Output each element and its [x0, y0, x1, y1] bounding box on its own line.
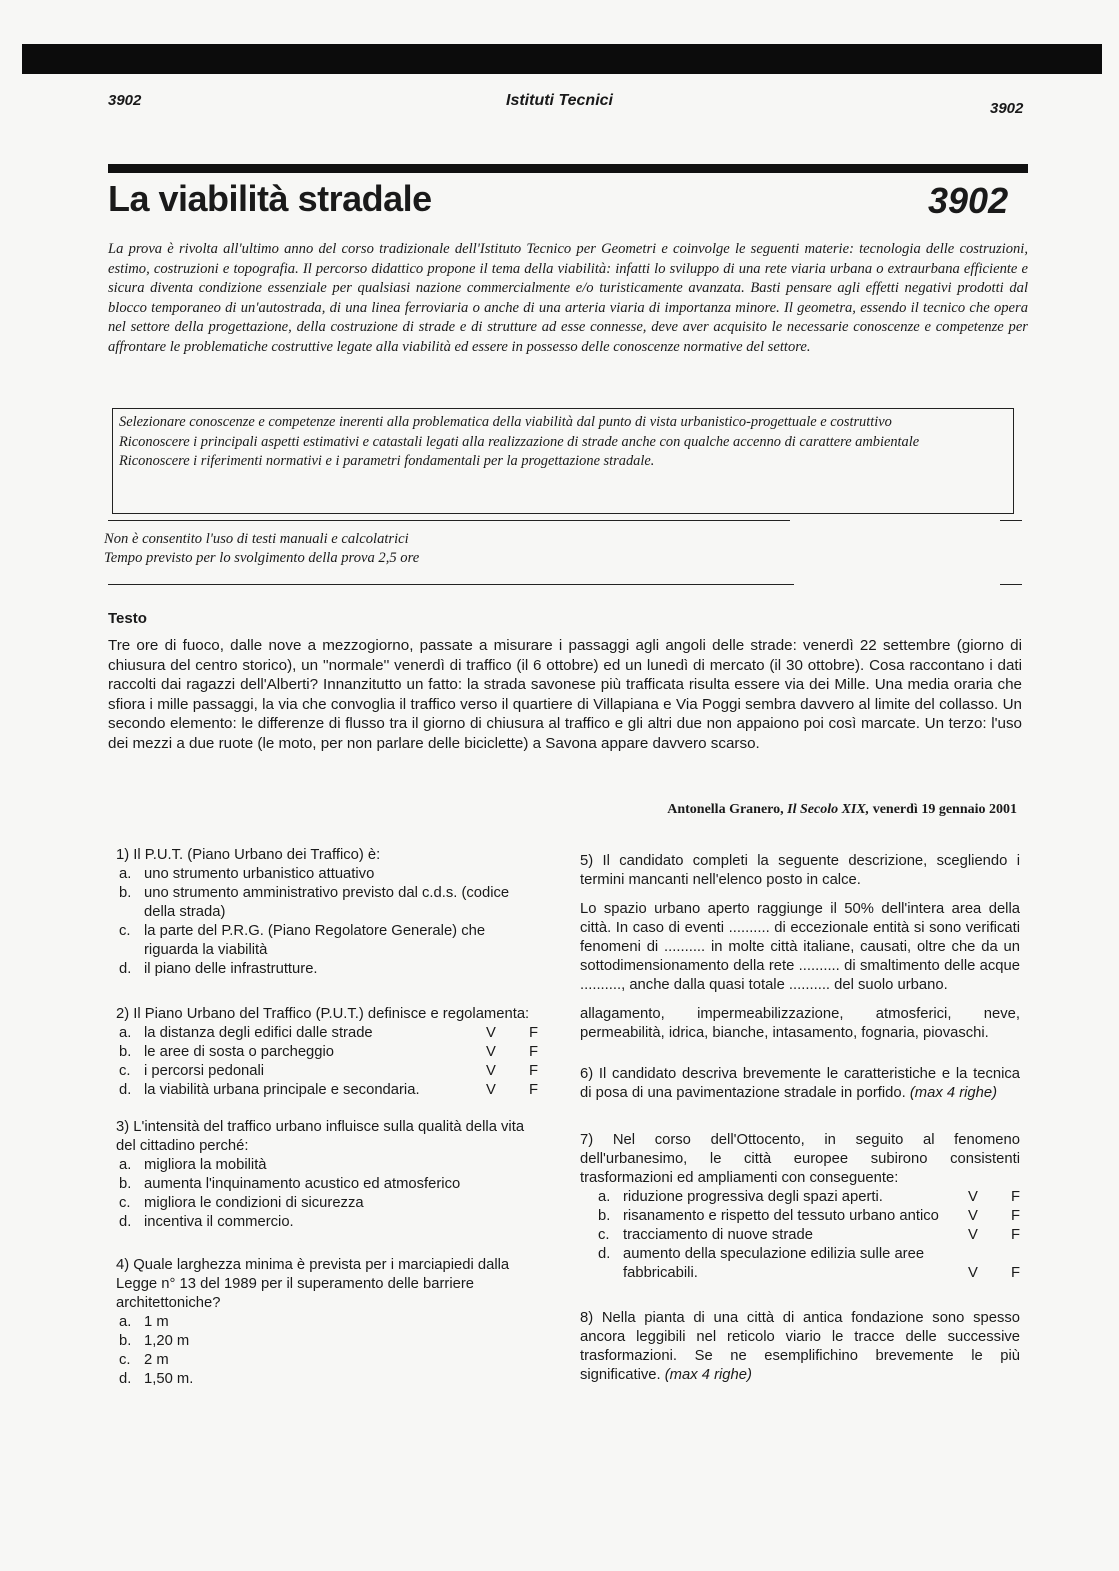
divider — [108, 584, 794, 585]
top-black-bar — [22, 44, 1102, 74]
false-mark: F — [528, 1025, 538, 1041]
option-label: a. — [119, 1314, 132, 1330]
option — [116, 1194, 538, 1213]
question-4 — [116, 1256, 538, 1389]
option — [116, 1043, 538, 1062]
option-text: risanamento e rispetto del tessuto urbano antico — [623, 1208, 939, 1224]
question-text: 3) L'intensità del traffico urbano influisce sulla qualità della vita del cittadino perché: — [116, 1119, 525, 1154]
citation-author: Antonella Granero, — [667, 802, 784, 817]
question-body: Lo spazio urbano aperto raggiunge il 50% dell'intera area della città. In caso di eventi .......... di eccezionale entità si sono verificati fenomeni di .......... in molte città italiane, causati, oltre che da un sottodimensionamento della rete .......... di smaltimento delle acque .........., anche dalla quasi totale .......... del suolo urbano. — [580, 901, 1020, 993]
option-label: c. — [598, 1227, 610, 1243]
option — [116, 1351, 538, 1370]
question-text: 8) Nella pianta di una città di antica fondazione sono spesso ancora leggibili nel reticolo viario le tracce delle successive trasformazioni. Se ne esemplifichino brevemente le più significative. — [580, 1310, 1020, 1383]
question-3 — [116, 1118, 538, 1232]
option-text: la parte del P.R.G. (Piano Regolatore Generale) che riguarda la viabilità — [144, 923, 486, 958]
option — [580, 1188, 1020, 1207]
option-label: d. — [119, 1371, 132, 1387]
intro-paragraph: La prova è rivolta all'ultimo anno del corso tradizionale dell'Istituto Tecnico per Geometri e coinvolge le seguenti materie: tecnologia delle costruzioni, estimo, costruzioni e topografia. Il percorso didattico propone il tema della viabilità: infatti lo sviluppo di una rete viaria urbana o extraurbana efficiente e sicura diventa condizione essenziale per qualsiasi nazione commercialmente e/o turisticamente avanzata. Basti pensare agli effetti negativi prodotti dal blocco temporaneo di un'autostrada, di una linea ferroviaria o anche di una arteria viaria di importanza minore. Il geometra, essendo il tecnico che opera nel settore della progettazione, della costruzione di strade e di strutture ad esse connesse, deve aver acquisito le necessarie conoscenze e competenze per affrontare le problematiche costruttive legate alla viabilità ed essere in possesso delle conoscenze normative del settore. — [108, 241, 1028, 355]
option — [116, 1024, 538, 1043]
option — [116, 1156, 538, 1175]
citation — [0, 802, 1017, 818]
option-text: 1,50 m. — [144, 1371, 194, 1387]
option-label: a. — [119, 1157, 132, 1173]
false-mark: F — [1010, 1208, 1020, 1224]
option — [580, 1226, 1020, 1245]
option-label: b. — [119, 885, 132, 901]
option-label: c. — [119, 1352, 131, 1368]
option-text: 2 m — [144, 1352, 169, 1368]
divider — [1000, 584, 1022, 585]
testo-paragraph: Tre ore di fuoco, dalle nove a mezzogiorno, passate a misurare i passaggi agli angoli delle strade: venerdì 22 settembre (giorno di chiusura del centro storico), un ''normale'' venerdì di traffico (il 6 ottobre) ed un lunedì di mercato (il 30 ottobre). Cosa raccontano i dati raccolti dai ragazzi dell'Alberti? Innanzitutto un fatto: la strada savonese più trafficata risulta essere via dei Mille. Una media oraria che sfiora i mille passaggi, la via che convoglia il traffico verso il quartiere di Villapiana e Via Poggi sembra davvero al limite del collasso. Un secondo elemento: le differenze di flusso tra il giorno di chiusura al traffico e gli altri due non appaiono poi così marcate. Un terzo: l'uso dei mezzi a due ruote (le moto, per non parlare delle biciclette) a Savona appare davvero scarso. — [108, 637, 1022, 752]
header-series: Istituti Tecnici — [506, 92, 613, 109]
objective-item: Riconoscere i riferimenti normativi e i parametri fondamentali per la progettazione stradale. — [119, 453, 655, 469]
citation-source: Il Secolo XIX, — [787, 802, 870, 817]
false-mark: F — [528, 1063, 538, 1079]
citation-date: venerdì 19 gennaio 2001 — [872, 802, 1017, 817]
option-text: migliora la mobilità — [144, 1157, 267, 1173]
option-label: c. — [119, 1195, 131, 1211]
question-text: 5) Il candidato completi la seguente descrizione, scegliendo i termini mancanti nell'elenco posto in calce. — [580, 853, 1020, 888]
false-mark: F — [528, 1044, 538, 1060]
option-text: incentiva il commercio. — [144, 1214, 294, 1230]
option-label: a. — [119, 866, 132, 882]
question-6 — [580, 1065, 1020, 1103]
questions-right-column — [580, 852, 1020, 1403]
option — [116, 884, 538, 922]
option-text: migliora le condizioni di sicurezza — [144, 1195, 364, 1211]
option — [580, 1207, 1020, 1226]
word-list: allagamento, impermeabilizzazione, atmosferici, neve, permeabilità, idrica, bianche, intasamento, fognaria, piovaschi. — [580, 1006, 1020, 1041]
true-mark: V — [486, 1063, 496, 1079]
question-text: 7) Nel corso dell'Ottocento, in seguito al fenomeno dell'urbanesimo, le città europee subirono consistenti trasformazioni ed ampliamenti con conseguente: — [580, 1132, 1020, 1186]
title-code: 3902 — [928, 180, 1009, 221]
true-mark: V — [968, 1265, 978, 1281]
question-hint: (max 4 righe) — [909, 1085, 998, 1101]
option-label: d. — [119, 1082, 132, 1098]
option — [116, 865, 538, 884]
objective-item: Riconoscere i principali aspetti estimativi e catastali legati alla realizzazione di strade anche con qualche accenno di carattere ambientale — [119, 433, 920, 450]
true-mark: V — [486, 1044, 496, 1060]
exam-notes — [104, 530, 419, 568]
option-text: aumenta l'inquinamento acustico ed atmosferico — [144, 1176, 461, 1192]
option — [116, 1332, 538, 1351]
question-text: 2) Il Piano Urbano del Traffico (P.U.T.) definisce e regolamenta: — [116, 1006, 530, 1022]
option-label: b. — [598, 1208, 611, 1224]
question-8 — [580, 1309, 1020, 1385]
question-text: 1) Il P.U.T. (Piano Urbano dei Traffico) è: — [116, 847, 381, 863]
false-mark: F — [528, 1082, 538, 1098]
header-code-left: 3902 — [108, 92, 142, 109]
question-1 — [116, 846, 538, 979]
question-hint: (max 4 righe) — [664, 1367, 752, 1383]
option-label: d. — [598, 1246, 611, 1262]
option-label: b. — [119, 1333, 132, 1349]
true-mark: V — [968, 1189, 978, 1205]
true-mark: V — [486, 1082, 496, 1098]
option-text: le aree di sosta o parcheggio — [144, 1044, 335, 1060]
option — [116, 1081, 538, 1100]
divider — [108, 520, 790, 521]
question-2 — [116, 1005, 538, 1100]
option — [116, 1213, 538, 1232]
option — [116, 1313, 538, 1332]
false-mark: F — [1010, 1189, 1020, 1205]
false-mark: F — [1010, 1227, 1020, 1243]
true-mark: V — [486, 1025, 496, 1041]
option-text: aumento della speculazione edilizia sulle aree fabbricabili. — [623, 1246, 925, 1281]
option-label: a. — [119, 1025, 132, 1041]
objectives-box — [112, 408, 1014, 514]
testo-heading: Testo — [108, 610, 147, 627]
option — [116, 922, 538, 960]
option-text: i percorsi pedonali — [144, 1063, 265, 1079]
false-mark: F — [1010, 1265, 1020, 1281]
option-text: la viabilità urbana principale e secondaria. — [144, 1082, 420, 1098]
title-rule — [108, 164, 1028, 173]
true-mark: V — [968, 1227, 978, 1243]
objective-item: Selezionare conoscenze e competenze inerenti alla problematica della viabilità dal punto di vista urbanistico-progettuale e costruttivo — [119, 414, 892, 430]
option-label: d. — [119, 961, 132, 977]
question-7 — [580, 1131, 1020, 1283]
option — [116, 1175, 538, 1194]
question-text: 4) Quale larghezza minima è prevista per i marciapiedi dalla Legge n° 13 del 1989 per il superamento delle barriere architettoniche? — [116, 1257, 510, 1311]
question-5 — [580, 852, 1020, 1043]
true-mark: V — [968, 1208, 978, 1224]
header-code-right: 3902 — [990, 100, 1024, 117]
note-time: Tempo previsto per lo svolgimento della prova 2,5 ore — [104, 550, 420, 566]
option-text: 1,20 m — [144, 1333, 190, 1349]
question-text: 6) Il candidato descriva brevemente le caratteristiche e la tecnica di posa di una pavimentazione stradale in porfido. — [580, 1066, 1020, 1101]
option-text: uno strumento amministrativo previsto dal c.d.s. (codice della strada) — [144, 885, 510, 920]
option-text: la distanza degli edifici dalle strade — [144, 1025, 373, 1041]
option — [116, 960, 538, 979]
option-label: a. — [598, 1189, 611, 1205]
option-text: uno strumento urbanistico attuativo — [144, 866, 375, 882]
page-title: La viabilità stradale — [108, 178, 432, 219]
option-label: c. — [119, 1063, 131, 1079]
option-label: b. — [119, 1176, 132, 1192]
divider — [1000, 520, 1022, 521]
option-text: tracciamento di nuove strade — [623, 1227, 813, 1243]
option-label: c. — [119, 923, 131, 939]
option — [116, 1370, 538, 1389]
option-label: d. — [119, 1214, 132, 1230]
option-label: b. — [119, 1044, 132, 1060]
option — [116, 1062, 538, 1081]
note-no-calculators: Non è consentito l'uso di testi manuali e calcolatrici — [104, 531, 409, 547]
questions-left-column — [116, 846, 538, 1407]
option-text: il piano delle infrastrutture. — [144, 961, 318, 977]
option-text: 1 m — [144, 1314, 169, 1330]
option — [580, 1245, 1020, 1283]
option-text: riduzione progressiva degli spazi aperti. — [623, 1189, 883, 1205]
